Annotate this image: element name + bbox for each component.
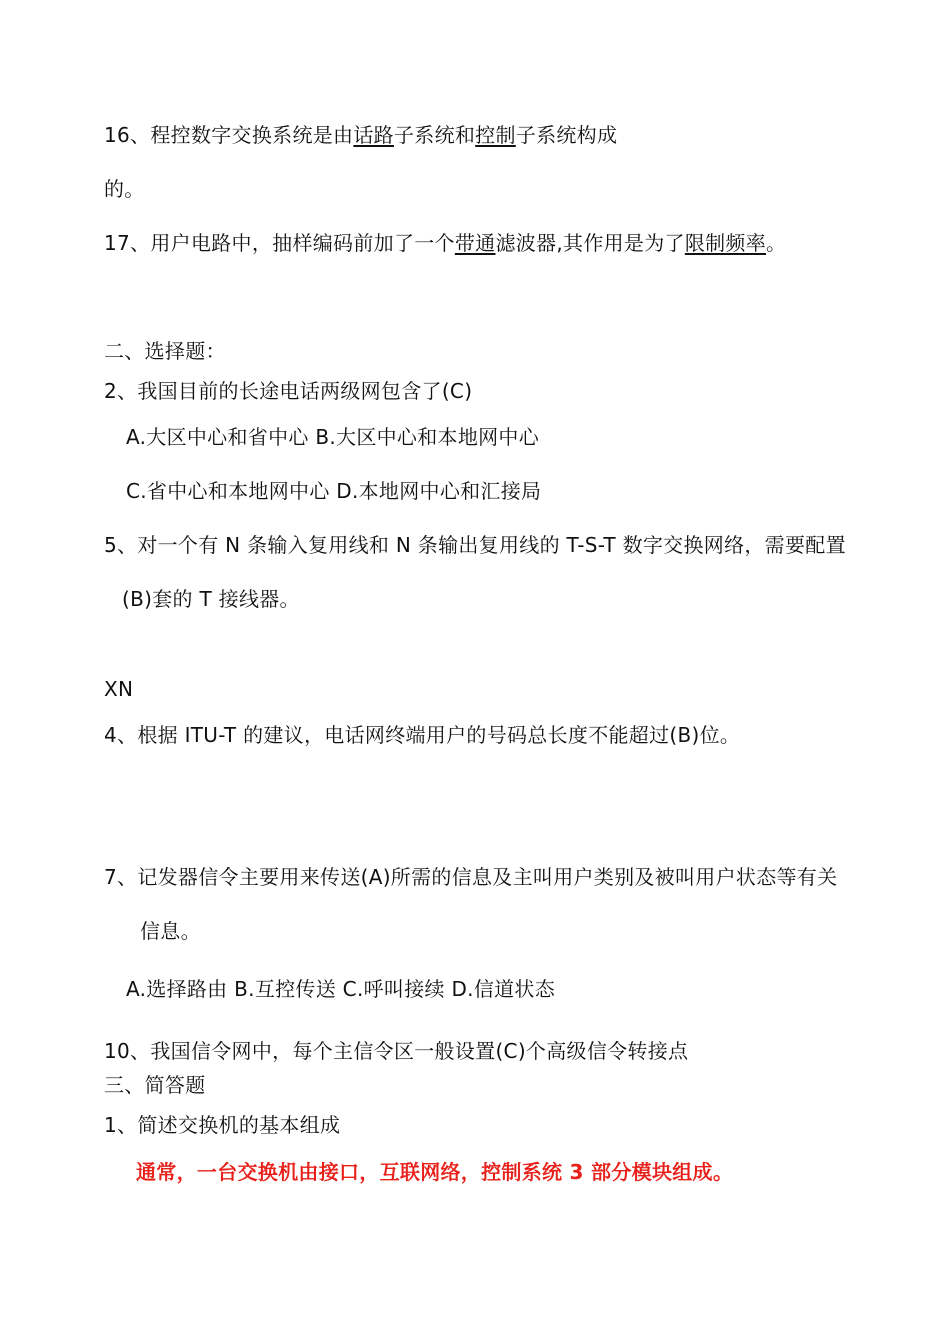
choice-question-7: 7、记发器信令主要用来传送(A)所需的信息及主叫用户类别及被叫用户状态等有关 [104,865,838,889]
choice-question-7-options: A.选择路由 B.互控传送 C.呼叫接续 D.信道状态 [126,977,556,1001]
q17-blank-2: 限制频率 [684,231,767,255]
choice-question-2-options-cd: C.省中心和本地网中心 D.本地网中心和汇接局 [126,479,542,503]
q16-blank-2: 控制 [475,123,516,147]
short-question-1: 1、简述交换机的基本组成 [104,1113,341,1137]
question-17 [104,230,786,256]
q16-mid: 子系统和 [393,123,476,147]
choice-question-5: 5、对一个有 N 条输入复用线和 N 条输出复用线的 T-S-T 数字交换网络，需要配置 [104,533,846,557]
choice-question-4: 4、根据 ITU-T 的建议，电话网终端用户的号码总长度不能超过(B)位。 [104,723,741,747]
choice-question-7-continuation: 信息。 [140,919,201,943]
choice-question-10: 10、我国信令网中，每个主信令区一般设置(C)个高级信令转接点 [104,1039,689,1063]
question-16-continuation: 的。 [104,177,145,201]
section-short-answer-heading: 三、简答题 [104,1073,206,1097]
section-choice-heading: 二、选择题： [104,339,226,363]
question-16 [104,122,617,148]
choice-question-2: 2、我国目前的长途电话两级网包含了(C) [104,379,473,403]
q17-mid: 滤波器,其作用是为了 [495,231,685,255]
q16-suffix: 子系统构成 [515,123,618,147]
q17-suffix: 。 [766,231,787,255]
choice-question-2-options-ab: A.大区中心和省中心 B.大区中心和本地网中心 [126,425,540,449]
q17-prefix: 17、用户电路中，抽样编码前加了一个 [104,231,455,255]
q17-blank-1: 带通 [454,231,496,255]
q16-prefix: 16、程控数字交换系统是由 [104,123,354,147]
q16-blank-1: 话路 [353,123,394,147]
choice-question-5-continuation: (B)套的 T 接线器。 [122,587,300,611]
choice-question-5-answer: XN [104,677,134,701]
short-question-1-answer: 通常，一台交换机由接口，互联网络，控制系统 3 部分模块组成。 [136,1160,734,1184]
